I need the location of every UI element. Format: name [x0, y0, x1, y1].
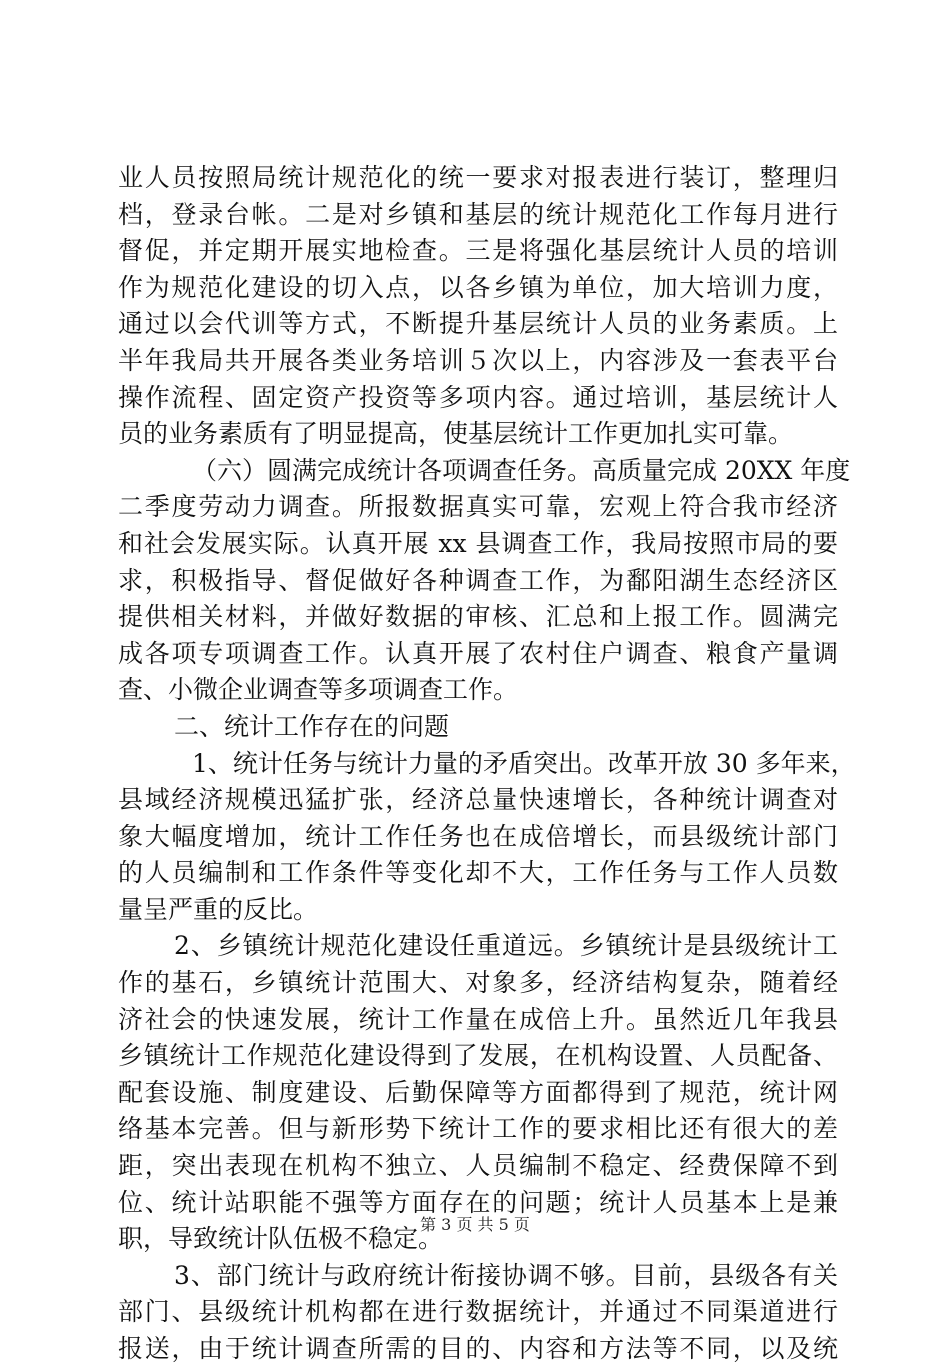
page-footer: 第 3 页 共 5 页: [420, 1215, 530, 1234]
text-line: 的人员编制和工作条件等变化却不大，工作任务与工作人员数: [118, 858, 838, 888]
text-line: 档，登录台帐。二是对乡镇和基层的统计规范化工作每月进行: [118, 199, 838, 229]
text-line: 督促，并定期开展实地检查。三是将强化基层统计人员的培训: [118, 236, 838, 266]
text-line: 位、统计站职能不强等方面存在的问题；统计人员基本上是兼: [118, 1187, 838, 1217]
text-line: 量呈严重的反比。: [118, 894, 319, 924]
text-line: 操作流程、固定资产投资等多项内容。通过培训，基层统计人: [118, 382, 838, 412]
text-line: 员的业务素质有了明显提高，使基层统计工作更加扎实可靠。: [118, 419, 794, 449]
document-body: [118, 160, 856, 1368]
section-heading: 二、统计工作存在的问题: [174, 711, 450, 741]
paragraph-first-line: 3、部门统计与政府统计衔接协调不够。目前，县级各有关: [174, 1260, 838, 1290]
text-line: 业人员按照局统计规范化的统一要求对报表进行装订，整理归: [118, 163, 838, 192]
text-line: 县域经济规模迅猛扩张，经济总量快速增长，各种统计调查对: [118, 785, 838, 815]
text-line: 半年我局共开展各类业务培训５次以上，内容涉及一套表平台: [118, 345, 838, 375]
text-line: 乡镇统计工作规范化建设得到了发展，在机构设置、人员配备、: [118, 1041, 838, 1071]
text-line: 部门、县级统计机构都在进行数据统计，并通过不同渠道进行: [118, 1297, 838, 1327]
text-line: 报送，由于统计调查所需的目的、内容和方法等不同，以及统: [118, 1334, 838, 1363]
text-line: 作为规范化建设的切入点，以各乡镇为单位，加大培训力度，: [118, 272, 838, 302]
text-line: 距，突出表现在机构不独立、人员编制不稳定、经费保障不到: [118, 1151, 838, 1181]
text-line: 提供相关材料，并做好数据的审核、汇总和上报工作。圆满完: [118, 602, 838, 632]
section-heading-line: （六）圆满完成统计各项调查任务。高质量完成 20XX 年度: [192, 455, 851, 485]
paragraph-first-line: 1、统计任务与统计力量的矛盾突出。改革开放 30 多年来，: [192, 748, 856, 778]
text-line: 络基本完善。但与新形势下统计工作的要求相比还有很大的差: [118, 1114, 838, 1144]
text-line: 成各项专项调查工作。认真开展了农村住户调查、粮食产量调: [118, 638, 838, 668]
paragraph-first-line: 2、乡镇统计规范化建设任重道远。乡镇统计是县级统计工: [174, 931, 838, 961]
text-line: 二季度劳动力调查。所报数据真实可靠，宏观上符合我市经济: [118, 492, 838, 522]
text-line: 象大幅度增加，统计工作任务也在成倍增长，而县级统计部门: [118, 821, 838, 851]
text-line: 和社会发展实际。认真开展 xx 县调查工作，我局按照市局的要: [118, 528, 838, 558]
text-line: 济社会的快速发展，统计工作量在成倍上升。虽然近几年我县: [118, 1004, 838, 1034]
text-line: 求，积极指导、督促做好各种调查工作，为鄱阳湖生态经济区: [118, 565, 838, 595]
text-line: 查、小微企业调查等多项调查工作。: [118, 675, 519, 705]
text-line: 作的基石，乡镇统计范围大、对象多，经济结构复杂，随着经: [118, 968, 838, 998]
text-line: 通过以会代训等方式，不断提升基层统计人员的业务素质。上: [118, 309, 838, 339]
text-line: 配套设施、制度建设、后勤保障等方面都得到了规范，统计网: [118, 1077, 838, 1107]
text-line: 职，导致统计队伍极不稳定。: [118, 1224, 444, 1254]
